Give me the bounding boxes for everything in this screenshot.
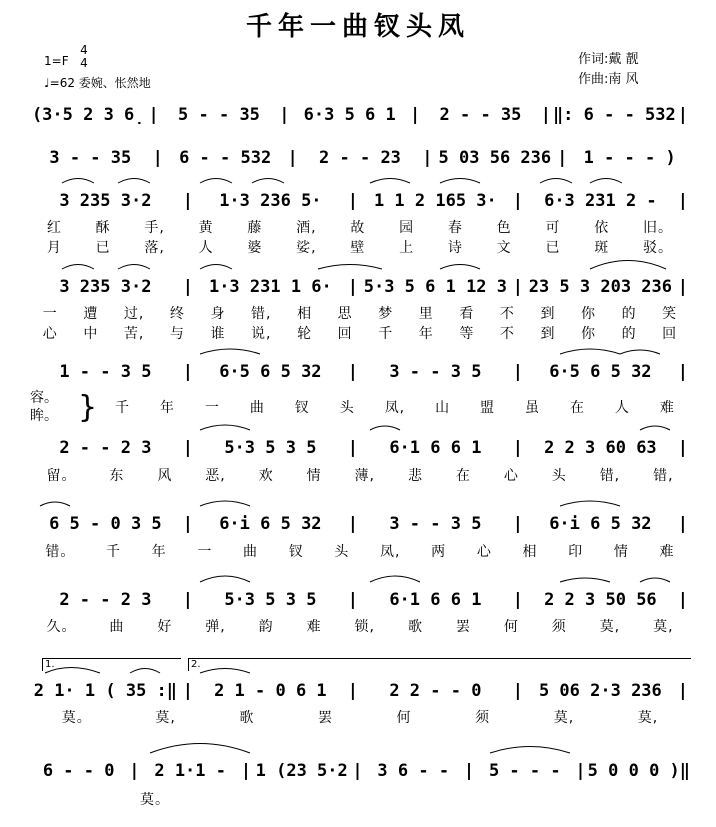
measure: 5 - - 35 xyxy=(178,105,260,125)
lyric-char: 不 xyxy=(499,326,515,342)
lyric-char: 人 xyxy=(198,240,214,256)
slur xyxy=(62,179,94,184)
measure: 6·i 6 5 32 xyxy=(549,514,652,534)
lyric-char: 依 xyxy=(594,220,610,236)
measure: 2 1 - 0 6 1 xyxy=(214,681,327,701)
measure: 3 - - 35 xyxy=(49,148,132,168)
lyric-char: 酥 xyxy=(95,220,111,236)
lyric-char: 莫, xyxy=(599,619,621,635)
barline: | xyxy=(677,191,688,211)
lyric-char: 里 xyxy=(418,306,434,322)
lyric-char: 笑 xyxy=(662,306,678,322)
measure: 6·1 6 6 1 xyxy=(389,438,482,458)
lyric-char: 园 xyxy=(399,220,415,236)
lyric-char: 难 xyxy=(659,544,675,560)
lyric-char: 过, xyxy=(123,306,145,322)
measure: 2 2 3 60 63 xyxy=(544,438,657,458)
lyric-char: 与 xyxy=(169,326,185,342)
lyric-char: 莫, xyxy=(155,710,176,726)
lyric-char: 心 xyxy=(503,468,519,484)
lyric-char: 眸。 xyxy=(30,408,58,424)
measure: 6 5 - 0 3 5 xyxy=(49,514,162,534)
measure: 3 235 3·2 xyxy=(59,277,152,297)
lyric-char: 月 xyxy=(46,240,62,256)
lyric-char: 头 xyxy=(339,400,355,416)
barline: | xyxy=(422,148,433,168)
time-sig-top: 4 xyxy=(80,43,88,57)
slur xyxy=(118,265,150,270)
lyric-char: 心 xyxy=(42,326,58,342)
slur xyxy=(440,265,480,270)
lyric-char: 你 xyxy=(581,326,596,342)
lyric-char: 苦, xyxy=(123,326,145,342)
measure: 6 - - 532 xyxy=(179,148,272,168)
lyric-char: 相 xyxy=(297,306,313,322)
lyric-char: 驳。 xyxy=(642,240,673,256)
slur xyxy=(590,261,666,270)
barline: | xyxy=(512,438,523,458)
barline: | xyxy=(677,514,688,534)
lyric-char: 你 xyxy=(581,306,596,322)
lyric-char: 两 xyxy=(431,544,447,560)
barline: | xyxy=(287,148,298,168)
measure: 6·5 6 5 32 xyxy=(549,362,652,382)
barline: | xyxy=(409,105,421,125)
lyric-char: 罢 xyxy=(317,710,333,726)
barline: | xyxy=(347,590,358,610)
lyric-char: 千 xyxy=(106,544,121,560)
lyric-char: 回 xyxy=(662,326,678,342)
barline: | xyxy=(347,681,358,701)
barline: | xyxy=(512,590,523,610)
lyric-char: 一 xyxy=(204,400,220,416)
lyric-char: 一 xyxy=(42,306,58,322)
barline: | xyxy=(347,191,358,211)
slur xyxy=(200,425,250,430)
lyric-char: 须 xyxy=(475,710,491,726)
lyric-char: 歌 xyxy=(407,619,423,635)
lyric-char: 看 xyxy=(459,306,475,322)
barline: | xyxy=(347,438,358,458)
lyric-char: 壁 xyxy=(350,240,366,256)
slur xyxy=(62,265,94,270)
lyric-char: 娑, xyxy=(296,240,317,256)
lyric-char: 错, xyxy=(653,468,674,484)
lyric-char: 曲 xyxy=(249,400,265,416)
lyric-char: 莫。 xyxy=(61,710,92,726)
lyric-char: 回 xyxy=(337,326,353,342)
measure: ‖: 6 - - 532 xyxy=(552,105,676,125)
lyric-char: 情 xyxy=(306,468,322,484)
measure: 6·3 5 6 1 xyxy=(303,105,396,125)
lyric-char: 何 xyxy=(396,710,412,726)
slur xyxy=(620,350,660,354)
lyric-char: 难 xyxy=(306,619,322,635)
lyric-char: 年 xyxy=(159,400,175,416)
barline: | xyxy=(129,761,140,781)
slur xyxy=(560,501,620,506)
slur xyxy=(200,501,250,506)
lyric-char: 情 xyxy=(613,544,629,560)
lyric-char: 莫。 xyxy=(140,792,170,808)
lyric-char: 莫, xyxy=(637,710,659,726)
lyric-char: 错, xyxy=(251,306,272,322)
lyric-char: 曲 xyxy=(109,619,125,635)
barline: | xyxy=(152,148,163,168)
time-signature xyxy=(78,44,90,70)
slur xyxy=(150,744,250,754)
lyric-char: 山 xyxy=(435,400,451,416)
slur xyxy=(370,179,410,184)
lyric-char: 旧。 xyxy=(642,220,673,236)
measure: 2 2 3 50 56 xyxy=(544,590,657,610)
lyric-char: 在 xyxy=(569,400,585,416)
lyric-char: 悲 xyxy=(407,468,423,484)
score-row-2 xyxy=(30,143,690,173)
measure: 3 - - 3 5 xyxy=(389,362,482,382)
tempo-marking: ♩=62 委婉、怅然地 xyxy=(44,76,151,90)
slur xyxy=(40,502,70,506)
score-row-8 xyxy=(30,585,690,615)
lyric-char: 年 xyxy=(418,326,434,342)
lyric-char: 千 xyxy=(114,400,130,416)
second-ending-bracket: 2. xyxy=(188,658,691,671)
lyric-char: 罢 xyxy=(455,619,471,635)
lyric-char: 错, xyxy=(599,468,621,484)
lyric-char: 凤, xyxy=(384,400,406,416)
lyric-char: 钗 xyxy=(294,400,310,416)
lyric-char: 钗 xyxy=(288,544,304,560)
score-row-6 xyxy=(30,433,690,463)
lyric-char: 藤 xyxy=(247,220,263,236)
lyric-line-9 xyxy=(30,708,690,726)
barline: | xyxy=(512,514,523,534)
measure: 6·5 6 5 32 xyxy=(219,362,322,382)
barline: | xyxy=(512,681,523,701)
slur xyxy=(318,265,382,270)
lyric-char: 色 xyxy=(496,220,512,236)
measure: 2 - - 35 xyxy=(439,105,522,125)
score-row-5 xyxy=(30,357,690,387)
slur xyxy=(370,576,420,582)
lyric-char: 恶, xyxy=(205,468,226,484)
score-row-3 xyxy=(30,186,690,216)
lyric-char: 斑 xyxy=(594,240,610,256)
lyric-char: 到 xyxy=(540,306,556,322)
measure: 2 - - 2 3 xyxy=(59,590,152,610)
lyric-char: 已 xyxy=(545,240,561,256)
barline: | xyxy=(148,105,159,125)
slur xyxy=(640,578,670,582)
lyric-char: 薄, xyxy=(354,468,375,484)
lyric-char: 手, xyxy=(144,220,165,236)
lyricist-credit: 作词:戴 靓 xyxy=(578,52,639,67)
score-row-9 xyxy=(30,676,690,706)
barline: | xyxy=(347,514,358,534)
lyric-char: 故 xyxy=(350,220,366,236)
lyric-char: 上 xyxy=(399,240,415,256)
lyric-char: 梦 xyxy=(378,306,394,322)
lyric-char: 锁, xyxy=(354,619,375,635)
lyric-char: 终 xyxy=(169,306,185,322)
measure: 5 06 2·3 236 xyxy=(538,681,662,701)
lyric-char: 弹, xyxy=(205,619,226,635)
slur xyxy=(490,747,570,754)
lyric-char: 中 xyxy=(83,326,99,342)
lyric-char: 说, xyxy=(251,326,272,342)
lyric-char: 酒, xyxy=(296,220,317,236)
lyric-line-4b xyxy=(30,324,690,342)
barline: | xyxy=(279,105,290,125)
barline: | xyxy=(240,761,252,781)
measure: 23 5 3 203 236 xyxy=(528,277,673,297)
slur xyxy=(440,179,480,184)
slur xyxy=(590,179,622,184)
lyric-char: 心 xyxy=(476,544,492,560)
barline: | xyxy=(512,191,523,211)
key-signature: 1=F xyxy=(44,54,69,68)
lyric-char: 的 xyxy=(621,306,637,322)
lyric-char: 歌 xyxy=(239,710,255,726)
lyric-char: 曲 xyxy=(243,544,259,560)
lyric-char: 久。 xyxy=(46,619,77,635)
lyric-char: 留。 xyxy=(46,468,77,484)
lyric-char: 落, xyxy=(144,240,165,256)
verse-ending-labels xyxy=(30,389,58,425)
score-row-1 xyxy=(30,100,690,130)
lyric-char: 容。 xyxy=(30,390,58,406)
lyric-char: 何 xyxy=(503,619,519,635)
measure: 1 (23 5·2 xyxy=(255,761,348,781)
measure: 6·3 231 2 - xyxy=(544,191,657,211)
slur xyxy=(640,426,670,430)
measure: 2 1·1 - xyxy=(154,761,226,781)
measure: 6 - - 0 xyxy=(42,761,115,781)
lyric-char: 思 xyxy=(337,306,353,322)
barline: | xyxy=(352,761,363,781)
measure: 5·3 5 3 5 xyxy=(224,590,317,610)
barline: | xyxy=(540,105,551,125)
measure: 5·3 5 3 5 xyxy=(224,438,317,458)
lyric-char: 春 xyxy=(447,220,463,236)
lyric-line-3b xyxy=(30,238,690,256)
lyric-line-4a xyxy=(30,304,690,322)
lyric-char: 东 xyxy=(109,468,125,484)
measure: (3·5 2 3 6̣ xyxy=(31,105,145,125)
slur xyxy=(540,179,572,184)
lyric-char: 黄 xyxy=(198,220,214,236)
slur xyxy=(560,349,620,354)
barline: | xyxy=(182,277,193,297)
score-row-10 xyxy=(30,756,690,786)
measure: 5 03 56 236 xyxy=(438,148,552,168)
lyric-char: 好 xyxy=(157,619,173,635)
measure: 1·3 236 5· xyxy=(219,191,322,211)
lyric-char: 头 xyxy=(551,468,567,484)
slur xyxy=(200,265,232,270)
measure: 5 0 0 0 )‖ xyxy=(587,761,691,781)
lyric-line-5 xyxy=(100,398,690,416)
lyric-char: 不 xyxy=(499,306,515,322)
measure: 3 235 3·2 xyxy=(59,191,152,211)
lyric-line-6 xyxy=(30,466,690,484)
measure: 5 - - - xyxy=(488,761,561,781)
lyric-char: 印 xyxy=(568,544,584,560)
lyric-char: 身 xyxy=(210,306,226,322)
lyric-char: 相 xyxy=(522,544,538,560)
lyric-char: 须 xyxy=(551,619,567,635)
measure: 1 - - - ) xyxy=(583,148,676,168)
lyric-char: 文 xyxy=(496,240,512,256)
measure: 1 1 2 165 3· xyxy=(373,191,497,211)
barline: | xyxy=(677,681,688,701)
slur xyxy=(200,179,232,184)
lyric-char: 诗 xyxy=(447,240,463,256)
lyric-char: 的 xyxy=(621,326,637,342)
barline: | xyxy=(512,362,523,382)
lyric-char: 等 xyxy=(459,326,475,342)
slur xyxy=(200,349,260,354)
measure: 1 - - 3 5 xyxy=(59,362,152,382)
lyric-char: 在 xyxy=(455,468,471,484)
lyric-line-3a xyxy=(30,218,690,236)
lyric-char: 盟 xyxy=(480,400,496,416)
measure: 3 - - 3 5 xyxy=(389,514,482,534)
barline: | xyxy=(182,438,193,458)
slur xyxy=(118,179,150,184)
lyric-char: 凤, xyxy=(380,544,401,560)
lyric-char: 风 xyxy=(157,468,173,484)
lyric-char: 年 xyxy=(151,544,167,560)
measure: 6·i 6 5 32 xyxy=(219,514,322,534)
measure: 2 2 - - 0 xyxy=(389,681,482,701)
lyric-char: 千 xyxy=(378,326,394,342)
barline: | xyxy=(182,514,193,534)
barline: | xyxy=(557,148,568,168)
lyric-line-10 xyxy=(140,790,170,808)
lyric-char: 到 xyxy=(540,326,556,342)
barline: | xyxy=(463,761,475,781)
time-sig-bottom: 4 xyxy=(80,56,88,70)
lyric-char: 已 xyxy=(95,240,111,256)
measure: 2 - - 2 3 xyxy=(59,438,152,458)
lyric-char: 遭 xyxy=(83,306,99,322)
lyric-char: 人 xyxy=(614,400,630,416)
lyric-char: 难 xyxy=(659,400,675,416)
slur xyxy=(200,576,250,582)
lyric-char: 红 xyxy=(46,220,62,236)
lyric-line-8 xyxy=(30,617,690,635)
lyric-char: 韵 xyxy=(258,619,274,635)
lyric-char: 可 xyxy=(545,220,561,236)
measure: 2 1· 1 ( 35 :‖ xyxy=(33,681,178,701)
measure: 3 6 - - xyxy=(377,761,450,781)
barline: | xyxy=(677,105,689,125)
measure: 2 - - 23 xyxy=(319,148,401,168)
lyric-char: 欢 xyxy=(258,468,274,484)
slur xyxy=(252,179,284,184)
lyric-char: 谁 xyxy=(210,326,226,342)
score-row-7 xyxy=(30,509,690,539)
lyric-char: 虽 xyxy=(525,400,540,416)
slur xyxy=(370,426,400,430)
barline: | xyxy=(182,362,193,382)
barline: | xyxy=(182,191,193,211)
lyric-char: 一 xyxy=(197,544,213,560)
barline: | xyxy=(347,277,358,297)
verse-brace: } xyxy=(78,390,98,425)
barline: | xyxy=(677,362,688,382)
lyric-char: 莫, xyxy=(553,710,575,726)
page-title: 千年一曲钗头凤 xyxy=(245,12,470,42)
slur xyxy=(560,578,610,582)
composer-credit: 作曲:南 风 xyxy=(578,72,639,87)
lyric-line-7 xyxy=(30,542,690,560)
score-row-4 xyxy=(30,272,690,302)
barline: | xyxy=(677,590,688,610)
lyric-char: 错。 xyxy=(45,544,76,560)
barline: | xyxy=(677,438,688,458)
measure: 1·3 231 1 6· xyxy=(208,277,332,297)
barline: | xyxy=(677,277,688,297)
lyric-char: 头 xyxy=(334,544,350,560)
barline: | xyxy=(347,362,358,382)
lyric-char: 莫, xyxy=(653,619,674,635)
measure: 6·1 6 6 1 xyxy=(389,590,482,610)
lyric-char: 婆 xyxy=(247,240,263,256)
barline: | xyxy=(512,277,523,297)
measure: 5·3 5 6 1 12 3 xyxy=(363,277,508,297)
first-ending-bracket: 1. xyxy=(42,658,181,671)
barline: | xyxy=(182,590,193,610)
lyric-char: 轮 xyxy=(297,326,313,342)
barline: | xyxy=(182,681,193,701)
barline: | xyxy=(575,761,586,781)
